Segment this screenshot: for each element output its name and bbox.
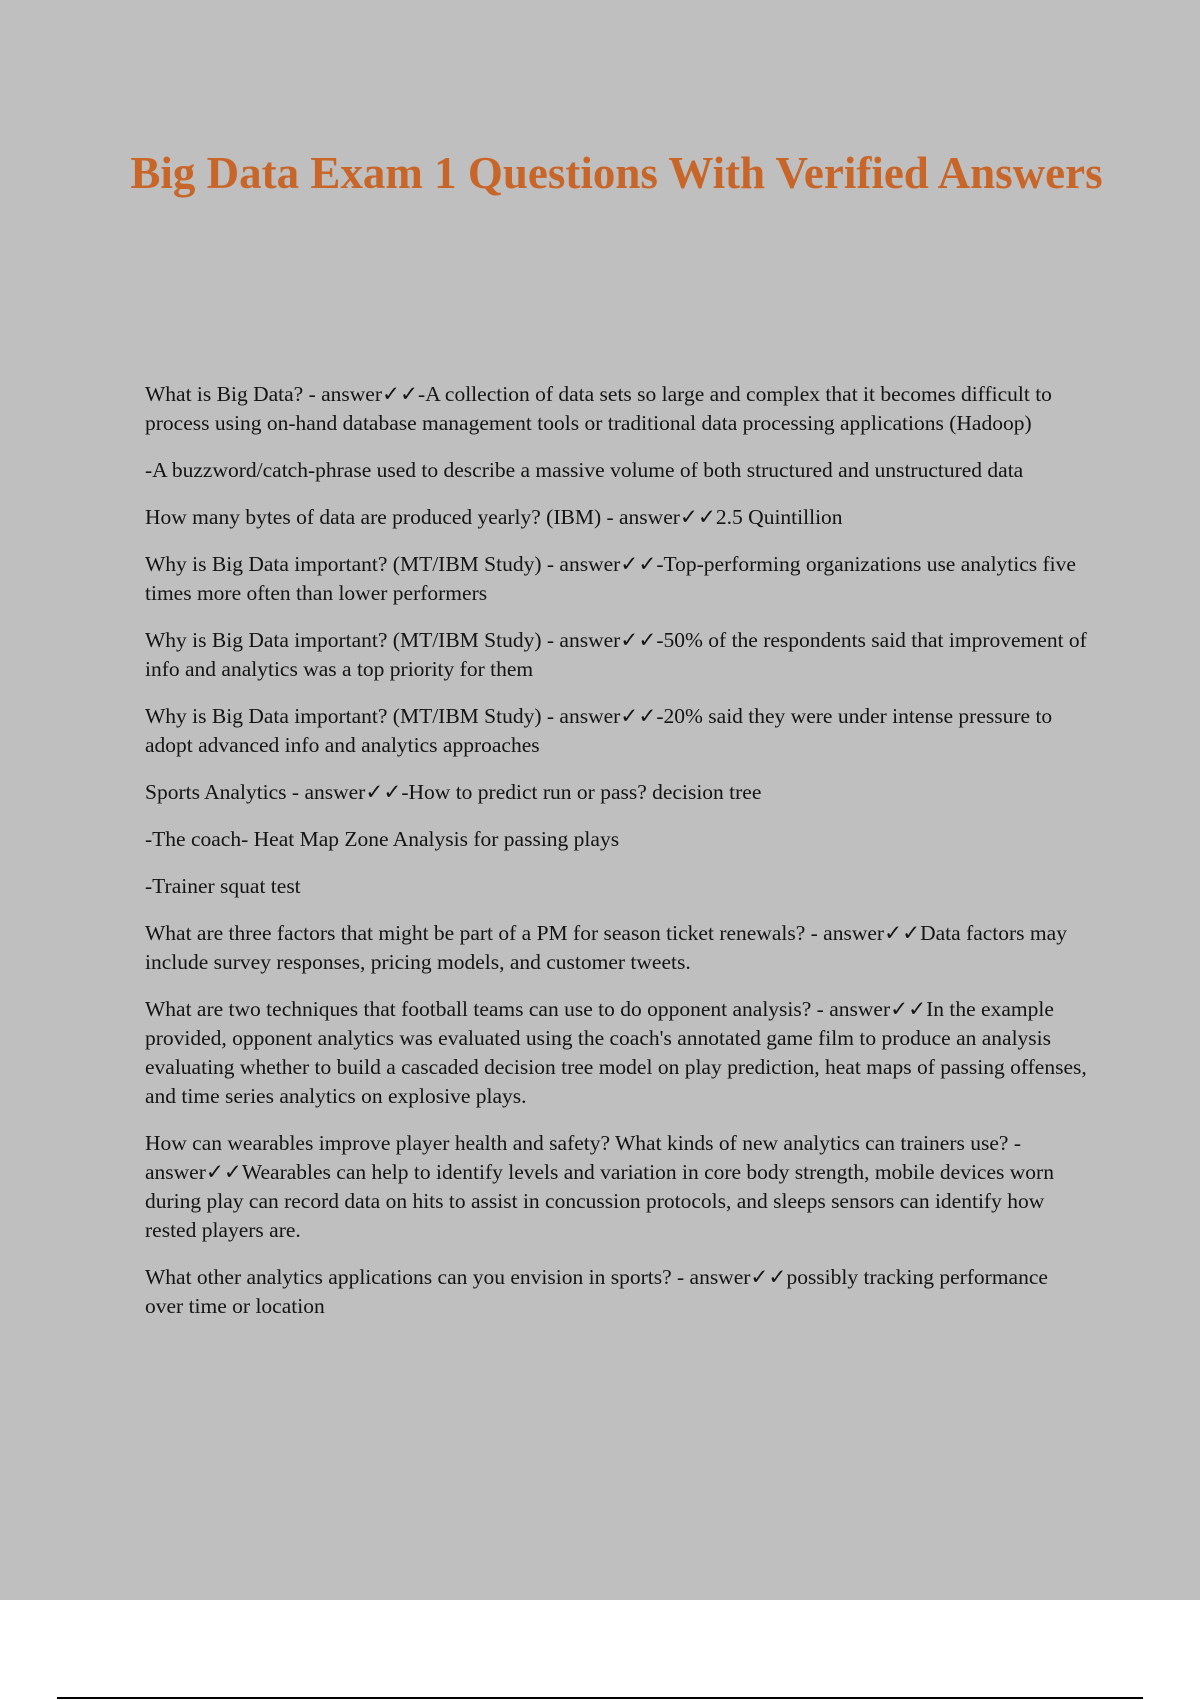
paragraph: What is Big Data? - answer✓✓-A collection of data sets so large and complex that it becomes difficult to process using on-hand database management tools or traditional data processing applications (Hadoop)	[145, 382, 1052, 435]
paragraph: How can wearables improve player health and safety? What kinds of new analytics can trainers use? - answer✓✓Wearables can help to identify levels and variation in core body strength, mobile devices worn during play can record data on hits to assist in concussion protocols, and sleeps sensors can identify how rested players are.	[145, 1131, 1054, 1242]
footer-divider	[57, 1697, 1143, 1699]
paragraph: Sports Analytics - answer✓✓-How to predict run or pass? decision tree	[145, 780, 762, 804]
paragraph: -A buzzword/catch-phrase used to describe a massive volume of both structured and unstructured data	[145, 458, 1024, 482]
paragraph: -Trainer squat test	[145, 874, 301, 898]
paragraph: What other analytics applications can you envision in sports? - answer✓✓possibly tracking performance over time or location	[145, 1265, 1048, 1318]
paragraph: Why is Big Data important? (MT/IBM Study) - answer✓✓-50% of the respondents said that improvement of info and analytics was a top priority for them	[145, 628, 1087, 681]
paragraph: Why is Big Data important? (MT/IBM Study) - answer✓✓-20% said they were under intense pressure to adopt advanced info and analytics approaches	[145, 704, 1053, 757]
paragraph: How many bytes of data are produced yearly? (IBM) - answer✓✓2.5 Quintillion	[145, 505, 843, 529]
document-title: Big Data Exam 1 Questions With Verified Answers	[130, 148, 1103, 198]
paragraph: What are two techniques that football teams can use to do opponent analysis? - answer✓✓In the example provided, opponent analytics was evaluated using the coach's annotated game film to produce an analysis evaluating whether to build a cascaded decision tree model on play prediction, heat maps of passing offenses, and time series analytics on explosive plays.	[145, 997, 1087, 1108]
document-body	[145, 380, 1090, 1339]
paragraph: -The coach- Heat Map Zone Analysis for passing plays	[145, 827, 620, 851]
paragraph: What are three factors that might be part of a PM for season ticket renewals? - answer✓✓Data factors may include survey responses, pricing models, and customer tweets.	[145, 921, 1067, 974]
paragraph: Why is Big Data important? (MT/IBM Study) - answer✓✓-Top-performing organizations use analytics five times more often than lower performers	[145, 552, 1076, 605]
